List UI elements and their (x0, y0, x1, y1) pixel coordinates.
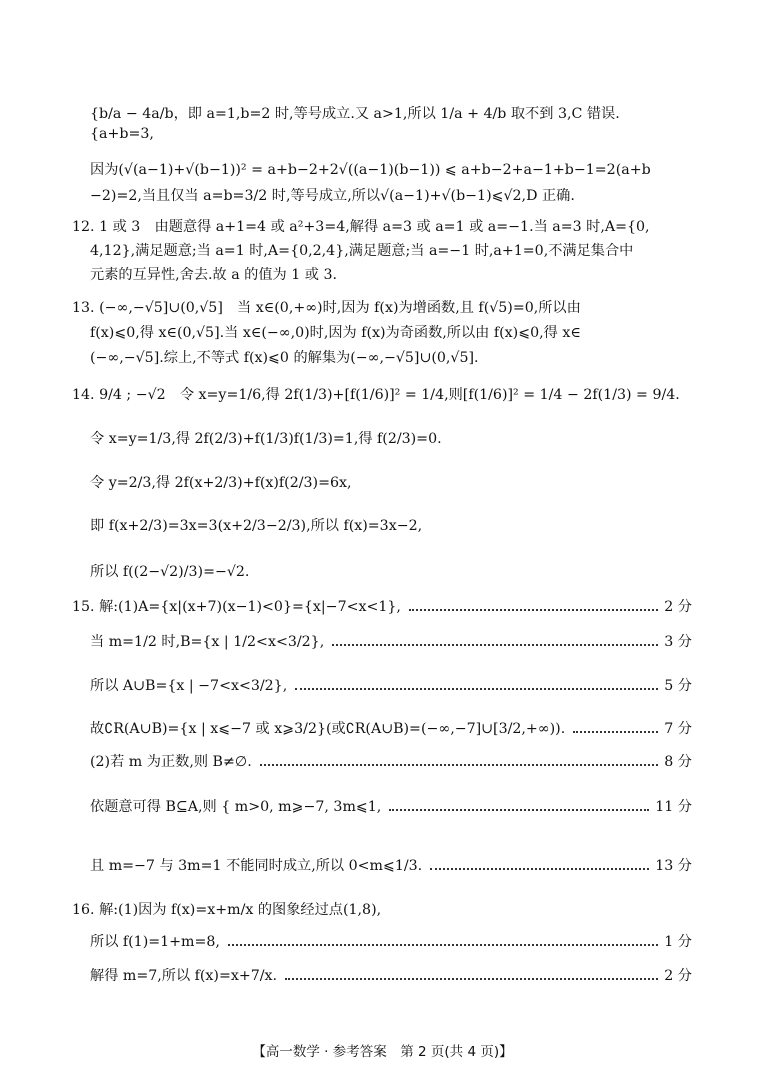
score-text: 所以 A∪B={x | −7<x<3/2}, (90, 678, 288, 694)
score-points: 11 分 (655, 799, 692, 815)
score-text: 依题意可得 B⊆A,则 { m>0, m⩾−7, 3m⩽1, (90, 799, 382, 815)
leader-dots (260, 763, 659, 766)
score-line (90, 632, 692, 652)
leader-dots (285, 977, 658, 980)
text-line: {a+b=3, (90, 126, 154, 142)
leader-dots (573, 730, 658, 733)
score-line (90, 752, 692, 772)
text-line: 令 y=2/3,得 2f(x+2/3)+f(x)f(2/3)=6x, (90, 475, 352, 491)
score-line (90, 676, 692, 696)
text-line: 元素的互异性,舍去.故 a 的值为 1 或 3. (90, 267, 338, 283)
score-text: 所以 f(1)=1+m=8, (90, 934, 220, 950)
question-16: 16. 解:(1)因为 f(x)=x+m/x 的图象经过点(1,8), (72, 902, 382, 918)
leader-dots (332, 643, 658, 646)
score-points: 13 分 (655, 858, 692, 874)
score-line (90, 719, 692, 739)
score-line (90, 932, 692, 952)
text-line: 所以 f((2−√2)/3)=−√2. (90, 564, 250, 580)
score-points: 3 分 (664, 634, 692, 650)
score-points: 7 分 (664, 721, 692, 737)
text-line: 即 f(x+2/3)=3x=3(x+2/3−2/3),所以 f(x)=3x−2, (90, 518, 423, 534)
leader-dots (389, 808, 649, 811)
text-line: {b/a − 4a/b，即 a=1,b=2 时,等号成立.又 a>1,所以 1/a + 4/b 取不到 3,C 错误. (90, 106, 620, 122)
score-text: 且 m=−7 与 3m=1 不能同时成立,所以 0<m⩽1/3. (90, 858, 423, 874)
score-line (90, 856, 692, 876)
score-text: 15. 解:(1)A={x|(x+7)(x−1)<0}={x|−7<x<1}, (72, 599, 401, 615)
question-14: 14. 9/4 ; −√2 令 x=y=1/6,得 2f(1/3)+[f(1/6)]² = 1/4,则[f(1/6)]² = 1/4 − 2f(1/3) = 9/4. (72, 387, 680, 403)
text-line: −2)=2,当且仅当 a=b=3/2 时,等号成立,所以√(a−1)+√(b−1)⩽√2,D 正确. (90, 188, 575, 204)
text-line: 因为(√(a−1)+√(b−1))² = a+b−2+2√((a−1)(b−1)) ⩽ a+b−2+a−1+b−1=2(a+b (90, 162, 651, 178)
score-text: 当 m=1/2 时,B={x | 1/2<x<3/2}, (90, 634, 325, 650)
text-line: 4,12},满足题意;当 a=1 时,A={0,2,4},满足题意;当 a=−1 时,a+1=0,不满足集合中 (90, 243, 634, 259)
score-line (72, 597, 692, 617)
question-13: 13. (−∞,−√5]∪(0,√5] 当 x∈(0,+∞)时,因为 f(x)为增函数,且 f(√5)=0,所以由 (72, 300, 581, 316)
score-text: (2)若 m 为正数,则 B≠∅. (90, 754, 252, 770)
score-line (90, 966, 692, 986)
text-line: f(x)⩽0,得 x∈(0,√5].当 x∈(−∞,0)时,因为 f(x)为奇函数,所以由 f(x)⩽0,得 x∈ (90, 325, 581, 341)
leader-dots (409, 608, 658, 611)
leader-dots (295, 687, 658, 690)
score-points: 8 分 (664, 754, 692, 770)
text-line: 令 x=y=1/3,得 2f(2/3)+f(1/3)f(1/3)=1,得 f(2/3)=0. (90, 431, 442, 447)
score-points: 1 分 (664, 934, 692, 950)
leader-dots (228, 943, 658, 946)
text-line: (−∞,−√5].综上,不等式 f(x)⩽0 的解集为(−∞,−√5]∪(0,√5]. (90, 350, 479, 366)
score-text: 解得 m=7,所以 f(x)=x+7/x. (90, 968, 278, 984)
page-footer: 【高一数学 · 参考答案 第 2 页(共 4 页)】 (252, 1044, 513, 1060)
score-points: 2 分 (664, 968, 692, 984)
score-line (90, 797, 692, 817)
leader-dots (430, 867, 649, 870)
score-text: 故∁R(A∪B)={x | x⩽−7 或 x⩾3/2}(或∁R(A∪B)=(−∞,−7]∪[3/2,+∞)). (90, 721, 566, 737)
question-12: 12. 1 或 3 由题意得 a+1=4 或 a²+3=4,解得 a=3 或 a=1 或 a=−1.当 a=3 时,A={0, (72, 219, 650, 235)
score-points: 5 分 (664, 678, 692, 694)
score-points: 2 分 (664, 599, 692, 615)
